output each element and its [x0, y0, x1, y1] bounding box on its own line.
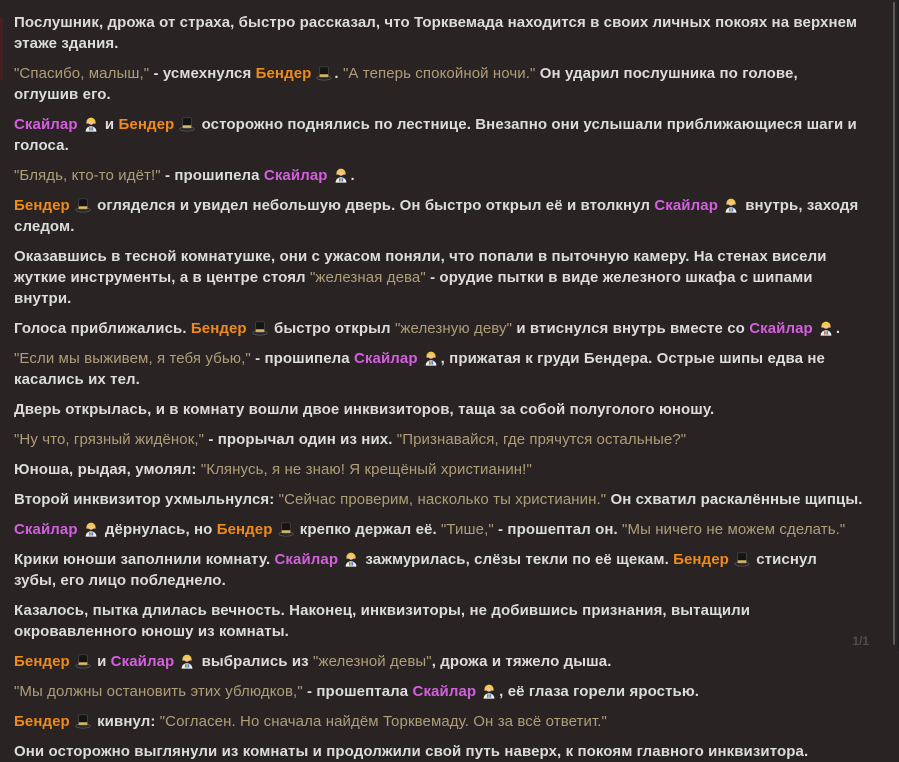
character-name-skylar: Скайлар	[274, 551, 339, 568]
top-hat-icon	[316, 65, 332, 81]
woman-artist-icon	[423, 350, 439, 366]
narration-text: .	[350, 167, 355, 184]
character-name-bender: Бендер	[673, 551, 729, 568]
quoted-speech: "Если мы выживем, я тебя убью,"	[14, 350, 251, 367]
story-paragraph	[14, 459, 863, 480]
narration-text: внутрь, заходя следом.	[14, 197, 859, 235]
narration-text: стиснул зубы, его лицо побледнело.	[14, 551, 817, 589]
scrollbar[interactable]	[891, 0, 897, 651]
top-hat-icon	[75, 197, 91, 213]
character-name-skylar: Скайлар	[412, 683, 477, 700]
woman-artist-icon	[723, 197, 739, 213]
narration-text: быстро открыл	[269, 320, 395, 337]
story-paragraph	[14, 114, 863, 156]
character-name-skylar: Скайлар	[110, 653, 175, 670]
story-paragraph	[14, 519, 863, 540]
story-paragraph	[14, 399, 863, 420]
narration-text: выбрались из	[197, 653, 314, 670]
narration-text: огляделся и увидел небольшую дверь. Он быстро открыл её и втолкнул	[92, 197, 655, 214]
narration-text: Дверь открылась, и в комнату вошли двое инквизиторов, таща за собой полуголого юношу.	[14, 401, 715, 418]
character-name-bender: Бендер	[14, 197, 70, 214]
top-hat-icon	[278, 521, 294, 537]
character-name-bender: Бендер	[190, 320, 247, 337]
character-name-bender: Бендер	[255, 65, 312, 82]
story-paragraph	[14, 651, 863, 672]
narration-text: Юноша, рыдая, умолял:	[14, 461, 201, 478]
quoted-speech: "А теперь спокойной ночи."	[342, 65, 536, 82]
story-paragraph	[14, 318, 863, 339]
narration-text: кивнул:	[92, 713, 160, 730]
narration-text: и	[92, 653, 111, 670]
story-paragraph	[14, 549, 863, 591]
narration-text: зажмурилась, слёзы текли по её щекам.	[361, 551, 674, 568]
story-paragraph	[14, 63, 863, 105]
narration-text: Послушник, дрожа от страха, быстро рассказал, что Торквемада находится в своих личных покоях на верхнем этаже здания.	[14, 14, 858, 52]
narration-text: Казалось, пытка длилась вечность. Наконец, инквизиторы, не добившись признания, вытащили окровавленного юношу из комнаты.	[14, 602, 751, 640]
woman-artist-icon	[343, 551, 359, 567]
story-paragraph	[14, 165, 863, 186]
woman-artist-icon	[179, 653, 195, 669]
narration-text: .	[334, 65, 343, 82]
story-paragraph	[14, 246, 863, 309]
story-paragraph	[14, 429, 863, 450]
quoted-speech: "Спасибо, малыш,"	[14, 65, 150, 82]
narration-text: и	[100, 116, 119, 133]
narration-text: Оказавшись в тесной комнатушке, они с ужасом поняли, что попали в пыточную камеру. На стенах висели жуткие инструменты, а в центре стоял	[14, 248, 827, 286]
quoted-speech: "Блядь, кто-то идёт!"	[14, 167, 161, 184]
character-name-skylar: Скайлар	[749, 320, 813, 337]
quoted-speech: "железная дева"	[309, 269, 426, 286]
character-name-bender: Бендер	[14, 713, 70, 730]
story-paragraph	[14, 741, 863, 762]
story-paragraph	[14, 12, 863, 54]
narration-text: - прошептал он.	[493, 521, 623, 538]
quoted-speech: "Мы должны остановить этих ублюдков,"	[14, 683, 303, 700]
narration-text: - прошипела	[160, 167, 264, 184]
top-hat-icon	[734, 551, 750, 567]
narration-text: Он схватил раскалённые щипцы.	[606, 491, 863, 508]
narration-text: .	[835, 320, 841, 337]
quoted-speech: "Признавайся, где прячутся остальные?"	[396, 431, 687, 448]
quoted-speech: "Сейчас проверим, насколько ты христианин."	[278, 491, 607, 508]
character-name-skylar: Скайлар	[354, 350, 418, 367]
narration-text: дёрнулась, но	[100, 521, 217, 538]
narration-text: Голоса приближались.	[14, 320, 191, 337]
narration-text: , дрожа и тяжело дыша.	[431, 653, 612, 670]
narration-text: Крики юноши заполнили комнату.	[14, 551, 275, 568]
character-name-skylar: Скайлар	[14, 116, 78, 133]
character-name-bender: Бендер	[14, 653, 70, 670]
narration-text: - орудие пытки в виде железного шкафа с шипами внутри.	[14, 269, 813, 307]
woman-artist-icon	[818, 320, 834, 336]
swipe-counter: 1/1	[852, 634, 869, 648]
story-paragraph	[14, 195, 863, 237]
narration-text: , её глаза горели яростью.	[499, 683, 700, 700]
narration-text: Второй инквизитор ухмыльнулся:	[14, 491, 279, 508]
story-paragraph	[14, 348, 863, 390]
top-hat-icon	[179, 116, 195, 132]
quoted-speech: "Мы ничего не можем сделать."	[622, 521, 846, 538]
character-name-skylar: Скайлар	[14, 521, 78, 538]
narration-text: Они осторожно выглянули из комнаты и продолжили свой путь наверх, к покоям главного инквизитора.	[14, 743, 809, 760]
quoted-speech: "Согласен. Но сначала найдём Торквемаду. Он за всё ответит."	[159, 713, 607, 730]
narration-text: осторожно поднялись по лестнице. Внезапно они услышали приближающиеся шаги и голоса.	[14, 116, 857, 154]
top-hat-icon	[75, 713, 91, 729]
story-paragraph	[14, 681, 863, 702]
character-name-skylar: Скайлар	[654, 197, 718, 214]
narration-text: Он ударил послушника по голове, оглушив его.	[14, 65, 798, 103]
story-paragraph	[14, 600, 863, 642]
narration-text: - усмехнулся	[149, 65, 256, 82]
character-name-bender: Бендер	[118, 116, 175, 133]
scrollbar-thumb[interactable]	[893, 2, 895, 645]
narration-text: и втиснулся внутрь вместе со	[512, 320, 750, 337]
story-paragraph	[14, 489, 863, 510]
quoted-speech: "Клянусь, я не знаю! Я крещёный христианин!"	[200, 461, 532, 478]
narration-text: крепко держал её.	[295, 521, 441, 538]
woman-artist-icon	[83, 116, 99, 132]
quoted-speech: "железную деву"	[394, 320, 513, 337]
narration-text: - прошептала	[302, 683, 413, 700]
top-hat-icon	[75, 653, 91, 669]
quoted-speech: "Тише,"	[441, 521, 494, 538]
story-paragraph	[14, 711, 863, 732]
woman-artist-icon	[481, 683, 497, 699]
narration-text: , прижатая к груди Бендера. Острые шипы едва не касались их тел.	[14, 350, 825, 388]
narration-text: - прорычал один из них.	[204, 431, 397, 448]
character-name-bender: Бендер	[216, 521, 273, 538]
top-hat-icon	[252, 320, 268, 336]
left-accent-bar	[0, 18, 3, 80]
narration-text: - прошипела	[250, 350, 354, 367]
quoted-speech: "Ну что, грязный жидёнок,"	[14, 431, 205, 448]
quoted-speech: "железной девы"	[313, 653, 432, 670]
woman-artist-icon	[83, 521, 99, 537]
character-name-skylar: Скайлар	[263, 167, 328, 184]
woman-artist-icon	[333, 167, 349, 183]
